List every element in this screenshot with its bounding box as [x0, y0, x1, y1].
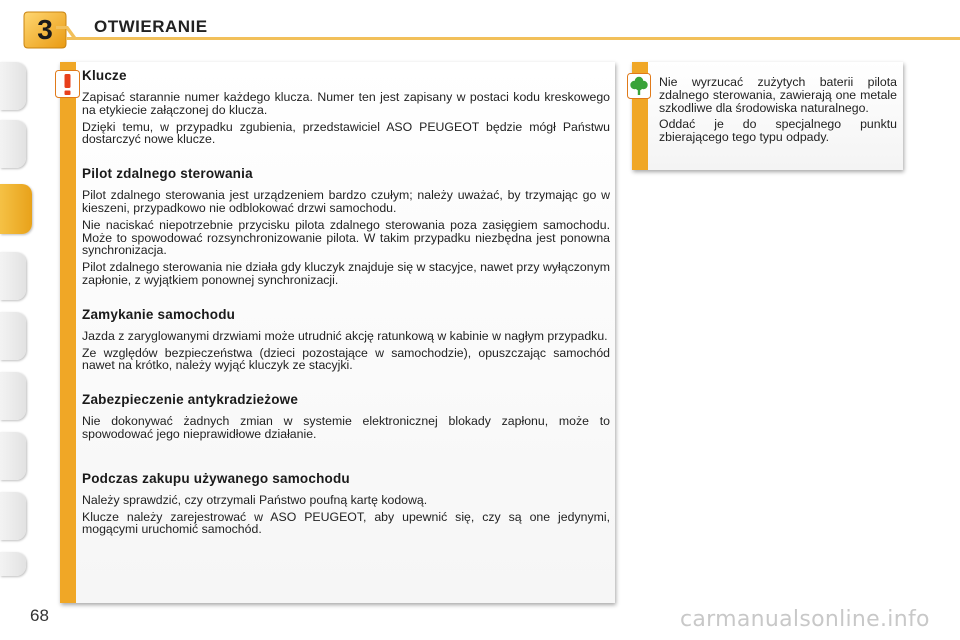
- chapter-tab-3-active[interactable]: [0, 184, 32, 234]
- section-paragraph: Dzięki temu, w przypadku zgubienia, przedstawiciel ASO PEUGEOT będzie mógł Państwu dostarczyć nowe klucze.: [82, 119, 610, 147]
- eco-icon: [627, 73, 651, 99]
- header-rule: [66, 37, 960, 40]
- warning-panel-stripe: [60, 62, 76, 603]
- section-paragraph: Jazda z zaryglowanymi drzwiami może utrudnić akcję ratunkową w kabinie w nagłym przypadku.: [82, 328, 608, 343]
- eco-paragraph: Nie wyrzucać zużytych baterii pilota zdalnego sterowania, zawierają one metale szkodliwe dla środowiska naturalnego.: [659, 75, 897, 115]
- chapter-tab-7[interactable]: [0, 432, 26, 480]
- section-heading: Zabezpieczenie antykradzieżowe: [82, 392, 299, 408]
- section-immobiliser: [82, 392, 610, 441]
- warning-content: [82, 68, 610, 540]
- section-locking: [82, 307, 610, 372]
- chapter-tab-2[interactable]: [0, 120, 26, 168]
- section-heading: Zamykanie samochodu: [82, 306, 236, 322]
- watermark: carmanualsonline.info: [680, 607, 930, 632]
- page-title: OTWIERANIE: [94, 17, 208, 36]
- section-paragraph: Pilot zdalnego sterowania nie działa gdy kluczyk znajduje się w stacyjce, nawet przy wyłączonym zapłonie, z wyjątkiem ponownej synchronizacji.: [82, 260, 610, 287]
- section-heading: Pilot zdalnego sterowania: [82, 166, 253, 182]
- warning-icon: [55, 70, 80, 98]
- section-heading: Podczas zakupu używanego samochodu: [82, 470, 350, 486]
- chapter-tab-4[interactable]: [0, 252, 26, 300]
- section-paragraph: Nie naciskać niepotrzebnie przycisku pilota zdalnego sterowania poza zasięgiem samochodu. Może to spowodować rozsynchronizowanie pilota. W takim przypadku niezbędna jest ponowna synchronizacja.: [82, 217, 610, 258]
- section-keys: [82, 68, 610, 146]
- section-paragraph: Zapisać starannie numer każdego klucza. Numer ten jest zapisany w postaci kodu kreskowego na etykiecie załączonej do klucza.: [82, 90, 610, 117]
- section-paragraph: Ze względów bezpieczeństwa (dzieci pozostające w samochodzie), opuszczając samochód nawet na krótko, należy wyjąć kluczyk ze stacyjki.: [82, 345, 610, 373]
- section-remote-control: [82, 166, 610, 287]
- page-number: 68: [30, 606, 49, 625]
- chapter-rail: [0, 62, 36, 582]
- eco-content: [659, 76, 897, 148]
- section-paragraph: Klucze należy zarejestrować w ASO PEUGEOT, aby upewnić się, czy są one jedynymi, mogącymi uruchomić samochód.: [82, 509, 610, 537]
- chapter-tab-8[interactable]: [0, 492, 26, 540]
- chapter-tab-1[interactable]: [0, 62, 26, 110]
- chapter-tab-9[interactable]: [0, 552, 26, 576]
- eco-paragraph: Oddać je do specjalnego punktu zbierającego tego typu odpady.: [659, 117, 897, 145]
- section-paragraph: Pilot zdalnego sterowania jest urządzeniem bardzo czułym; należy uważać, by trzymając go w kieszeni, przypadkowo nie odblokować drzwi samochodu.: [82, 188, 610, 215]
- section-paragraph: Nie dokonywać żadnych zmian w systemie elektronicznej blokady zapłonu, może to spowodować jego nieprawidłowe działanie.: [82, 414, 610, 441]
- chapter-tab-5[interactable]: [0, 312, 26, 360]
- section-heading: Klucze: [82, 68, 127, 83]
- section-paragraph: Należy sprawdzić, czy otrzymali Państwo poufną kartę kodową.: [82, 492, 428, 507]
- chapter-tab-6[interactable]: [0, 372, 26, 420]
- section-used-car: [82, 471, 610, 536]
- chapter-number: 3: [37, 14, 53, 45]
